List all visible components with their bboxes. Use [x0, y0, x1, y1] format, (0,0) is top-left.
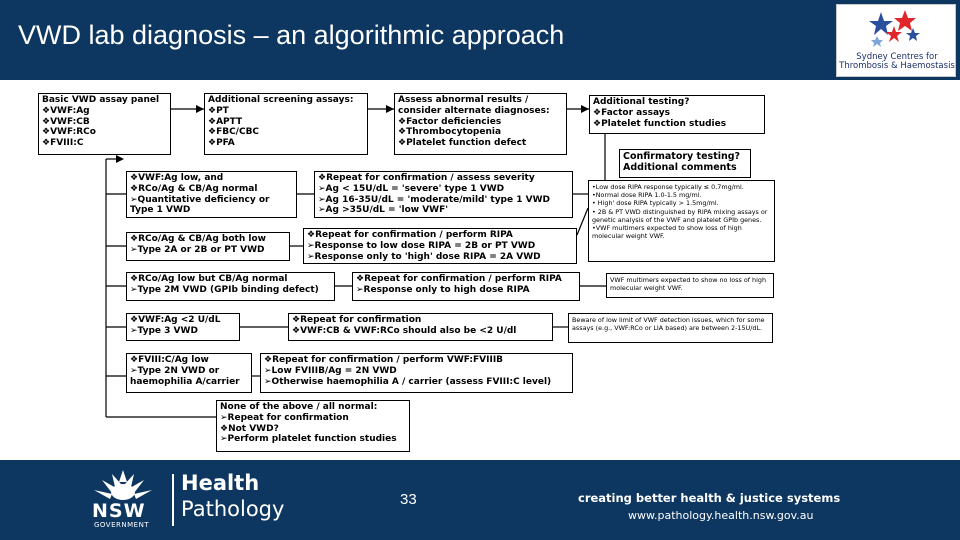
- type2a-2b-box: [126, 232, 290, 261]
- type3-confirm-line: ❖VWF:CB & VWF:RCo should also be <2 U/dl: [292, 325, 517, 336]
- type2a-line: ❖RCo/Ag & CB/Ag both low: [130, 234, 266, 244]
- basic-panel-heading: Basic VWD assay panel: [42, 95, 160, 105]
- basic-panel-item: ❖FVIII:C: [42, 138, 84, 149]
- assess-item: ❖Thrombocytopenia: [398, 127, 502, 138]
- confirmatory-heading: Confirmatory testing?: [623, 151, 741, 162]
- type2m-ripa-line: ➢Response only to high dose RIPA: [356, 284, 530, 295]
- type1-line: ❖VWF:Ag low, and: [130, 173, 224, 183]
- logo-line-2: Thrombosis & Haemostasis: [839, 61, 955, 71]
- type2n-confirm-box: [260, 353, 573, 393]
- type2n-line: haemophilia A/carrier: [130, 376, 240, 387]
- additional-testing-item: ❖Platelet function studies: [593, 118, 727, 129]
- diagnosis-flowchart: [0, 80, 960, 460]
- waratah-flower-icon: [90, 468, 156, 502]
- assess-item: ❖Factor deficiencies: [398, 116, 502, 127]
- footer-tagline: creating better health & justice systems: [578, 491, 841, 505]
- detection-limit-note: Beware of low limit of VWF detection issues, which for some assays (e.g., VWF:RCo or LIA based) are between 2-15U/dL.: [572, 316, 765, 333]
- sydney-centres-logo: [836, 4, 956, 77]
- health-wordmark: Health: [181, 471, 260, 495]
- type3-box: [126, 313, 240, 341]
- assess-heading: consider alternate diagnoses:: [398, 105, 550, 116]
- none-line: ➢Repeat for confirmation: [220, 412, 349, 423]
- type2m-ripa-line: ❖Repeat for confirmation / perform RIPA: [356, 274, 562, 284]
- nsw-wordmark: NSW: [92, 500, 146, 522]
- type3-confirm-line: ❖Repeat for confirmation: [292, 315, 422, 325]
- type2n-confirm-line: ➢Low FVIIIB/Ag = 2N VWD: [264, 365, 397, 376]
- additional-testing-box: [589, 95, 765, 134]
- type1-line: Type 1 VWD: [130, 205, 191, 216]
- type2a-line: ➢Type 2A or 2B or PT VWD: [130, 244, 265, 255]
- ripa-note: • High' dose RIPA typically > 1.5mg/ml.: [592, 199, 719, 208]
- type2n-line: ❖FVIII:C/Ag low: [130, 355, 209, 365]
- multimer-note: VWF multimers expected to show no loss of high molecular weight VWF.: [610, 276, 766, 293]
- type2-ripa-line: ➢Response only to 'high' dose RIPA = 2A VWD: [307, 251, 541, 262]
- type1-result-box: [126, 171, 297, 218]
- logo-divider: [172, 474, 174, 526]
- screening-item: ❖FBC/CBC: [208, 127, 260, 138]
- type1-severity-line: ❖Repeat for confirmation / assess severity: [318, 173, 535, 183]
- none-of-above-box: [216, 400, 410, 452]
- basic-assay-panel-box: [38, 93, 171, 155]
- logo-line-1: Sydney Centres for: [856, 52, 938, 62]
- type3-line: ❖VWF:Ag <2 U/dL: [130, 315, 221, 325]
- ripa-notes-box: [588, 180, 775, 262]
- type2-ripa-box: [303, 228, 577, 264]
- screening-heading: Additional screening assays:: [208, 95, 354, 105]
- ripa-note: •Low dose RIPA response typically ≤ 0.7mg/ml.: [592, 183, 744, 191]
- ripa-note: •Normal dose RIPA 1.0-1.5 mg/ml.: [592, 191, 702, 200]
- type1-severity-line: ➢Ag >35U/dL = 'low VWF': [318, 205, 448, 216]
- footer-url: www.pathology.health.nsw.gov.au: [628, 509, 814, 522]
- pathology-wordmark: Pathology: [181, 497, 285, 521]
- type1-severity-line: ➢Ag 16-35U/dL = 'moderate/mild' type 1 VWD: [318, 194, 551, 205]
- additional-testing-item: ❖Factor assays: [593, 107, 670, 118]
- screening-item: ❖PFA: [208, 138, 235, 149]
- type2m-ripa-box: [352, 272, 580, 301]
- confirmatory-testing-box: [619, 149, 751, 178]
- basic-panel-item: ❖VWF:RCo: [42, 127, 96, 138]
- slide-title: VWD lab diagnosis – an algorithmic approach: [18, 20, 565, 50]
- type2n-box: [126, 353, 252, 393]
- type2-ripa-line: ➢Response to low dose RIPA = 2B or PT VWD: [307, 240, 536, 251]
- type2n-confirm-line: ➢Otherwise haemophilia A / carrier (assess FVIII:C level): [264, 376, 552, 387]
- assess-item: ❖Platelet function defect: [398, 138, 527, 149]
- basic-panel-item: ❖VWF:CB: [42, 116, 90, 127]
- government-label: GOVERNMENT: [94, 521, 150, 529]
- footer-bar: [0, 460, 960, 540]
- type2m-line: ❖RCo/Ag low but CB/Ag normal: [130, 274, 288, 284]
- type1-severity-box: [314, 171, 573, 218]
- type2-ripa-line: ❖Repeat for confirmation / perform RIPA: [307, 230, 513, 240]
- header-bar: [0, 0, 960, 80]
- ripa-note: •VWF multimers expected to show loss of high molecular weight VWF.: [592, 224, 742, 241]
- screening-item: ❖APTT: [208, 116, 243, 127]
- basic-panel-item: ❖VWF:Ag: [42, 105, 90, 116]
- assess-heading: Assess abnormal results /: [398, 95, 529, 105]
- type1-line: ➢Quantitative deficiency or: [130, 194, 270, 205]
- none-line: ➢Perform platelet function studies: [220, 434, 397, 445]
- assess-abnormal-box: [394, 93, 567, 155]
- type3-line: ➢Type 3 VWD: [130, 325, 198, 336]
- type2m-box: [126, 272, 335, 301]
- ripa-note: • 2B & PT VWD distinguished by RIPA mixing assays or genetic analysis of the VWF and platelet GPIb genes.: [592, 207, 768, 224]
- screening-item: ❖PT: [208, 105, 229, 116]
- page-number: 33: [400, 491, 417, 508]
- star-cluster-icon: [867, 8, 927, 50]
- type1-line: ❖RCo/Ag & CB/Ag normal: [130, 183, 258, 194]
- none-line: None of the above / all normal:: [220, 402, 378, 412]
- type2n-line: ➢Type 2N VWD or: [130, 365, 220, 376]
- multimer-note-box: [606, 273, 774, 298]
- type3-confirm-box: [288, 313, 553, 341]
- type2m-line: ➢Type 2M VWD (GPIb binding defect): [130, 284, 319, 295]
- screening-assays-box: [204, 93, 368, 155]
- type2n-confirm-line: ❖Repeat for confirmation / perform VWF:FVIIIB: [264, 355, 504, 365]
- none-line: ❖Not VWD?: [220, 423, 279, 434]
- confirmatory-heading: Additional comments: [623, 162, 737, 173]
- additional-testing-heading: Additional testing?: [593, 97, 690, 107]
- detection-limit-note-box: [568, 313, 773, 343]
- type1-severity-line: ➢Ag < 15U/dL = 'severe' type 1 VWD: [318, 183, 505, 194]
